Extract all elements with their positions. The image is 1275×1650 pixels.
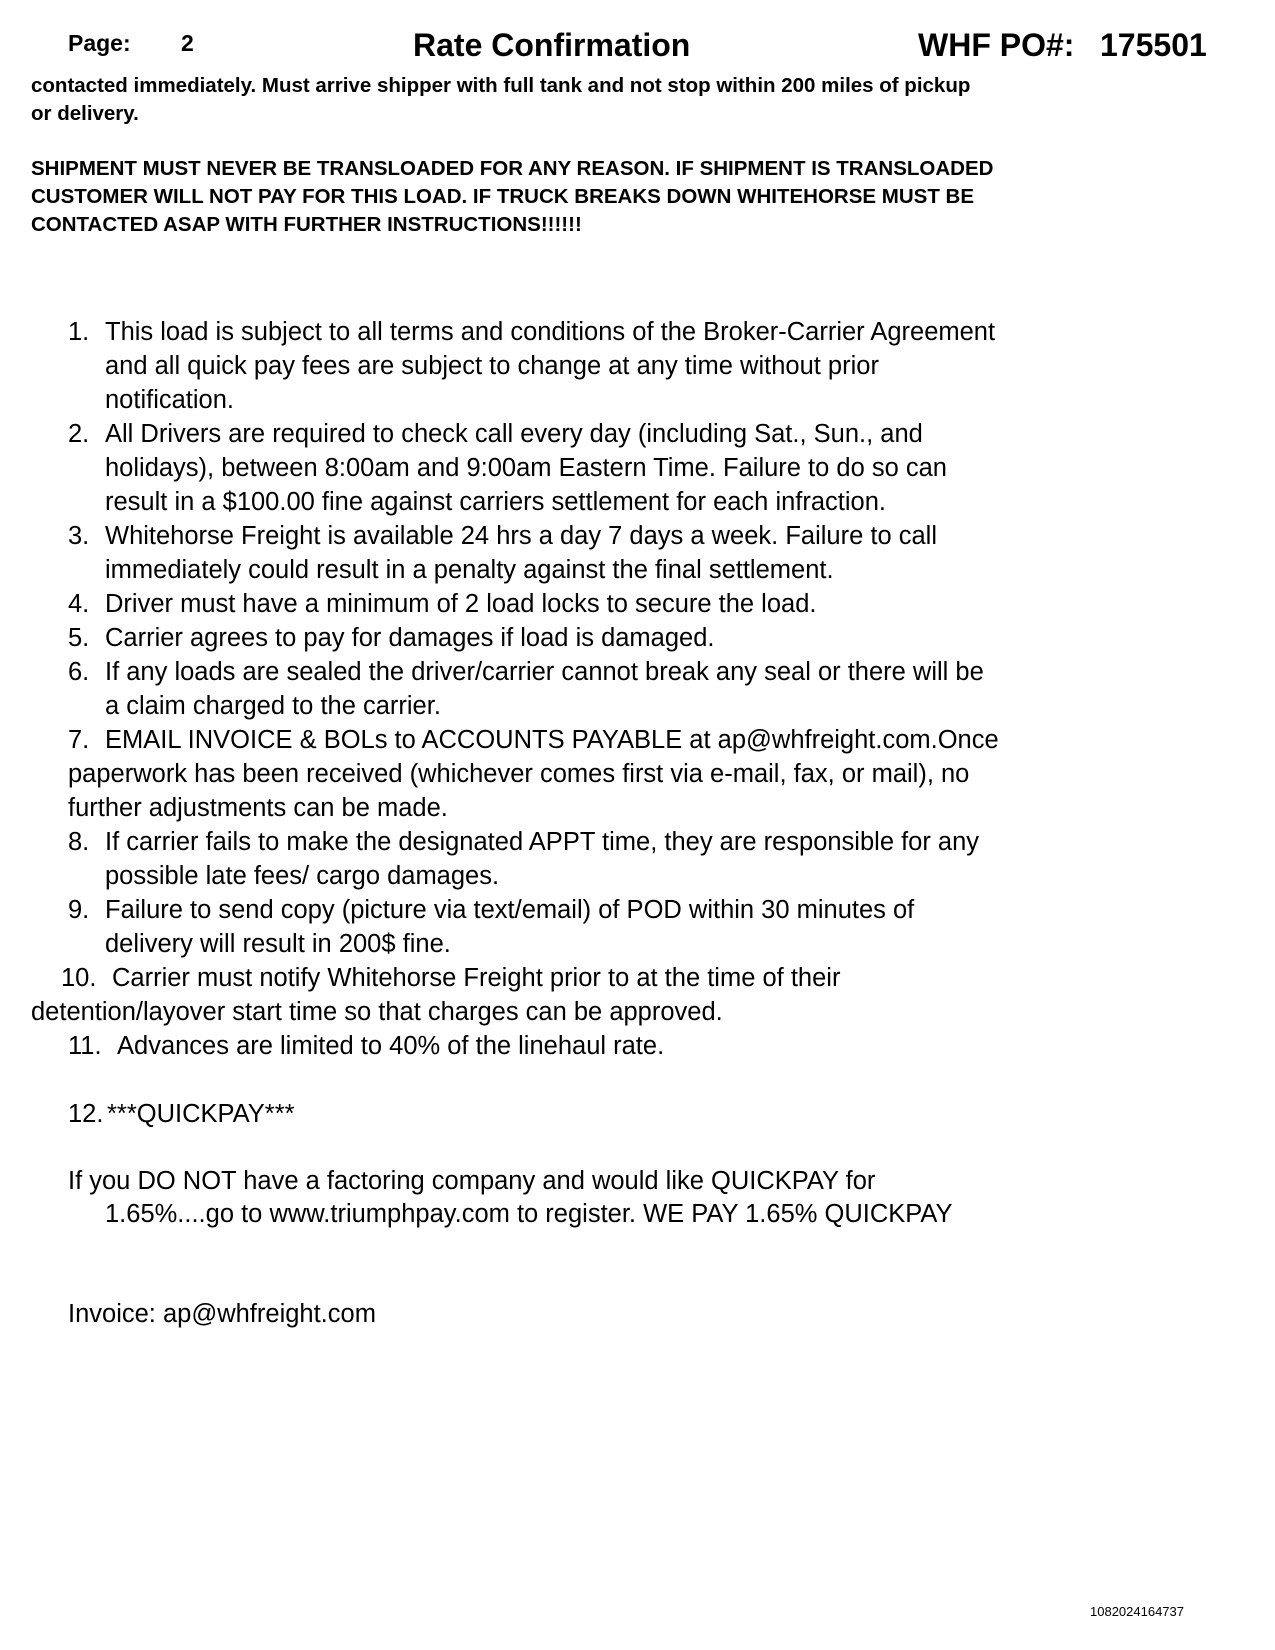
term-number: 8. <box>68 828 90 856</box>
term-line: delivery will result in 200$ fine. <box>105 930 451 958</box>
po-label: WHF PO#: <box>918 27 1075 63</box>
term-line: If carrier fails to make the designated APPT time, they are responsible for any <box>105 828 980 856</box>
term-line: ***QUICKPAY*** <box>107 1100 295 1128</box>
term-number: 12. <box>68 1100 104 1128</box>
term-number: 1. <box>68 318 90 346</box>
term-line: and all quick pay fees are subject to change at any time without prior <box>105 352 879 380</box>
document-id: 1082024164737 <box>1090 1604 1184 1619</box>
document-title: Rate Confirmation <box>413 27 691 63</box>
term-line: Whitehorse Freight is available 24 hrs a day 7 days a week. Failure to call <box>105 522 937 550</box>
term-line: notification. <box>105 386 234 414</box>
term-number: 2. <box>68 420 90 448</box>
term-line: result in a $100.00 fine against carriers settlement for each infraction. <box>105 488 886 516</box>
quickpay-line: If you DO NOT have a factoring company and would like QUICKPAY for <box>68 1167 876 1195</box>
notice-line: contacted immediately. Must arrive shipper with full tank and not stop within 200 miles of pickup <box>31 74 971 97</box>
term-number: 6. <box>68 658 90 686</box>
term-line: paperwork has been received (whichever comes first via e-mail, fax, or mail), no <box>68 760 970 788</box>
term-line: immediately could result in a penalty against the final settlement. <box>105 556 834 584</box>
notice-line: or delivery. <box>31 102 139 125</box>
quickpay-line: 1.65%....go to www.triumphpay.com to register. WE PAY 1.65% QUICKPAY <box>105 1200 953 1228</box>
term-number: 10. <box>61 964 97 992</box>
warning-line: CONTACTED ASAP WITH FURTHER INSTRUCTIONS!!!!!! <box>31 213 582 236</box>
warning-line: SHIPMENT MUST NEVER BE TRANSLOADED FOR ANY REASON. IF SHIPMENT IS TRANSLOADED <box>31 157 994 180</box>
term-line: Carrier must notify Whitehorse Freight prior to at the time of their <box>112 964 841 992</box>
term-line: Carrier agrees to pay for damages if load is damaged. <box>105 624 715 652</box>
term-line: detention/layover start time so that charges can be approved. <box>31 998 723 1026</box>
term-line: This load is subject to all terms and conditions of the Broker-Carrier Agreement <box>105 318 996 346</box>
term-number: 3. <box>68 522 90 550</box>
term-line: possible late fees/ cargo damages. <box>105 862 500 890</box>
term-line: EMAIL INVOICE & BOLs to ACCOUNTS PAYABLE at ap@whfreight.com.Once <box>105 726 999 754</box>
term-number: 5. <box>68 624 90 652</box>
po-number: 175501 <box>1100 27 1207 63</box>
term-line: Failure to send copy (picture via text/email) of POD within 30 minutes of <box>105 896 915 924</box>
term-number: 7. <box>68 726 90 754</box>
term-line: further adjustments can be made. <box>68 794 448 822</box>
term-number: 4. <box>68 590 90 618</box>
term-line: Advances are limited to 40% of the linehaul rate. <box>117 1032 665 1060</box>
invoice-line: Invoice: ap@whfreight.com <box>68 1300 376 1328</box>
term-line: holidays), between 8:00am and 9:00am Eastern Time. Failure to do so can <box>105 454 947 482</box>
term-line: Driver must have a minimum of 2 load locks to secure the load. <box>105 590 817 618</box>
warning-line: CUSTOMER WILL NOT PAY FOR THIS LOAD. IF TRUCK BREAKS DOWN WHITEHORSE MUST BE <box>31 185 975 208</box>
page-label: Page: <box>68 30 131 56</box>
term-number: 11. <box>68 1032 102 1060</box>
term-line: All Drivers are required to check call every day (including Sat., Sun., and <box>105 420 923 448</box>
term-line: If any loads are sealed the driver/carrier cannot break any seal or there will be <box>105 658 984 686</box>
term-number: 9. <box>68 896 90 924</box>
term-line: a claim charged to the carrier. <box>105 692 441 720</box>
page-number: 2 <box>181 30 194 56</box>
